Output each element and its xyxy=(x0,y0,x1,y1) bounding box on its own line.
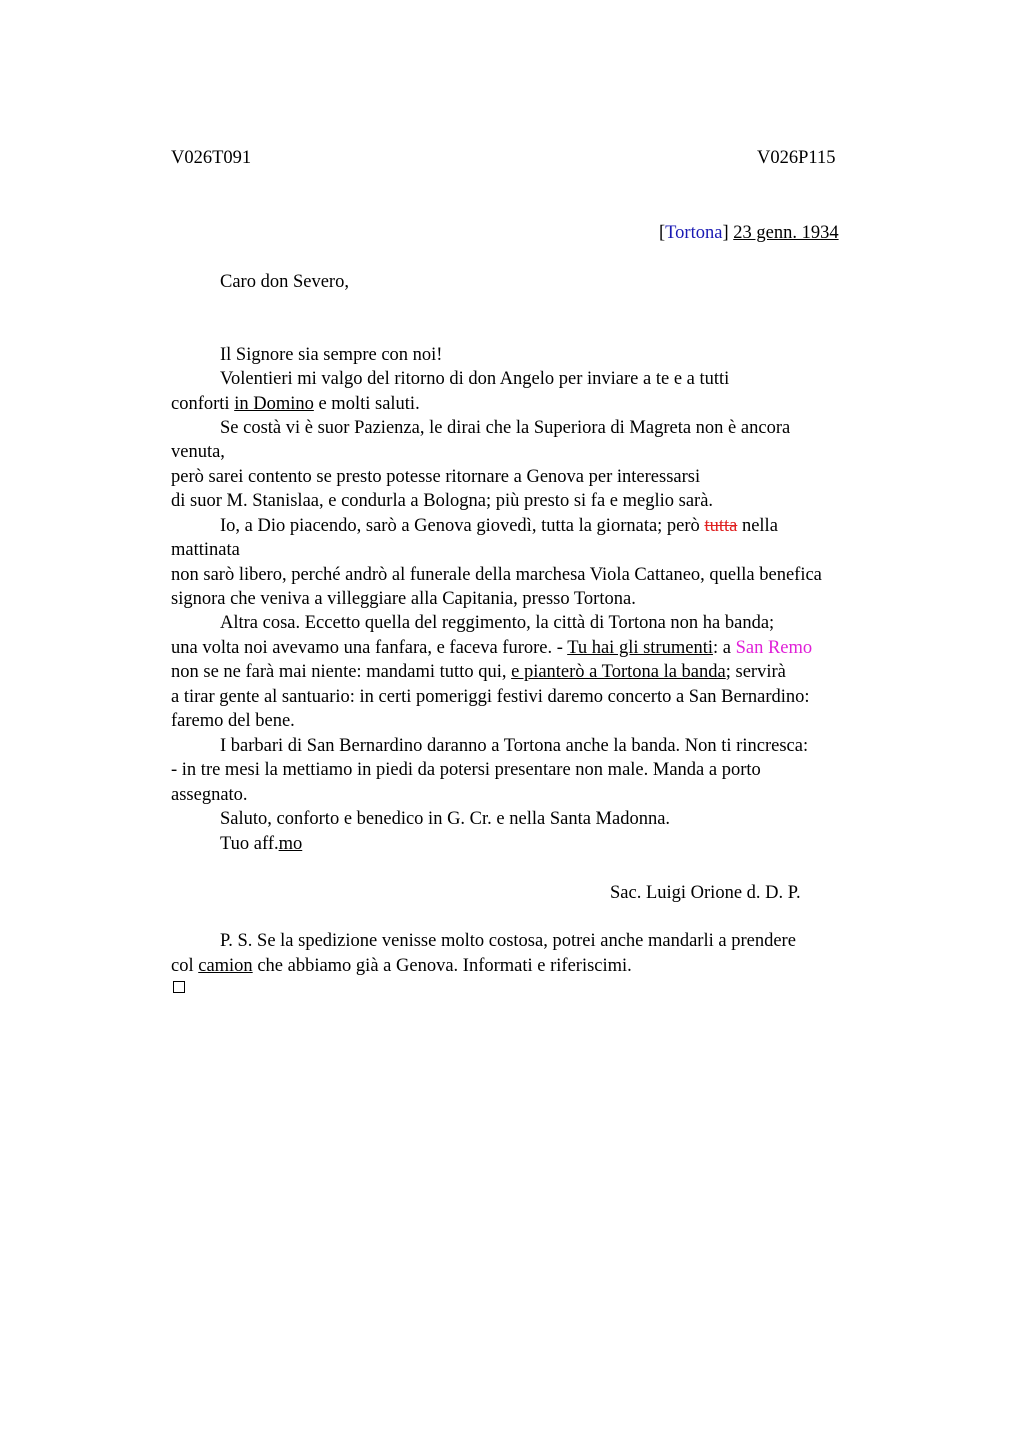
body-line xyxy=(171,660,786,684)
text-run: Io, a Dio piacendo, sarò a Genova giovedì, tutta la giornata; però xyxy=(220,516,705,536)
body-line: Se costà vi è suor Pazienza, le dirai che la Superiora di Magreta non è ancora xyxy=(220,418,791,438)
postscript-line: P. S. Se la spedizione venisse molto costosa, potrei anche mandarli a prendere xyxy=(220,931,796,951)
closing-line xyxy=(220,832,302,856)
salutation: Caro don Severo, xyxy=(220,272,349,292)
bracket-open: [ xyxy=(659,223,666,243)
body-line: faremo del bene. xyxy=(171,711,295,731)
body-line xyxy=(171,636,812,660)
bracket-close: ] xyxy=(722,223,729,243)
body-line: signora che veniva a villeggiare alla Capitania, presso Tortona. xyxy=(171,589,636,609)
body-line: Altra cosa. Eccetto quella del reggimento, la città di Tortona non ha banda; xyxy=(220,613,775,633)
dateline xyxy=(659,221,839,245)
text-run: non se ne farà mai niente: mandami tutto qui, xyxy=(171,662,512,682)
underlined-phrase: Tu hai gli strumenti xyxy=(567,638,713,658)
underlined-phrase: e pianterò a Tortona la banda xyxy=(511,662,726,682)
body-line: a tirar gente al santuario: in certi pomeriggi festivi daremo concerto a San Bernardino: xyxy=(171,687,810,707)
text-run: : a xyxy=(712,638,736,658)
body-line: mattinata xyxy=(171,540,240,560)
text-run: nella xyxy=(737,516,778,536)
text-run: che abbiamo già a Genova. Informati e riferiscimi. xyxy=(252,956,632,976)
body-line: I barbari di San Bernardino daranno a Tortona anche la banda. Non ti rincresca: xyxy=(220,736,809,756)
struck-word: tutta xyxy=(704,516,738,536)
body-line: assegnato. xyxy=(171,785,248,805)
signature: Sac. Luigi Orione d. D. P. xyxy=(610,883,801,903)
body-line: Saluto, conforto e benedico in G. Cr. e nella Santa Madonna. xyxy=(220,809,671,829)
text-run: ; servirà xyxy=(725,662,786,682)
body-line: Il Signore sia sempre con noi! xyxy=(220,345,443,365)
underlined-phrase: in Domino xyxy=(234,394,314,414)
body-line: non sarò libero, perché andrò al funerale della marchesa Viola Cattaneo, quella benefica xyxy=(171,565,822,585)
place-name: Tortona xyxy=(665,223,723,243)
document-code-left: V026T091 xyxy=(171,148,252,168)
document-code-right: V026P115 xyxy=(757,148,836,168)
text-run: conforti xyxy=(171,394,235,414)
body-line: - in tre mesi la mettiamo in piedi da potersi presentare non male. Manda a porto xyxy=(171,760,761,780)
body-line: venuta, xyxy=(171,442,225,462)
text-run: una volta noi avevamo una fanfara, e faceva furore. - xyxy=(171,638,568,658)
text-run: col xyxy=(171,956,199,976)
postscript-line xyxy=(171,954,632,978)
body-line xyxy=(220,514,778,538)
letter-date: 23 genn. 1934 xyxy=(733,223,839,243)
end-marker-box xyxy=(173,981,185,993)
text-run: e molti saluti. xyxy=(313,394,420,414)
body-line: però sarei contento se presto potesse ritornare a Genova per interessarsi xyxy=(171,467,701,487)
underlined-phrase: camion xyxy=(198,956,253,976)
body-line: di suor M. Stanislaa, e condurla a Bologna; più presto si fa e meglio sarà. xyxy=(171,491,714,511)
body-line xyxy=(171,392,420,416)
text-run: Tuo aff. xyxy=(220,834,279,854)
underlined-phrase: mo xyxy=(278,834,303,854)
body-line: Volentieri mi valgo del ritorno di don Angelo per inviare a te e a tutti xyxy=(220,369,730,389)
place-name-highlight: San Remo xyxy=(735,638,813,658)
